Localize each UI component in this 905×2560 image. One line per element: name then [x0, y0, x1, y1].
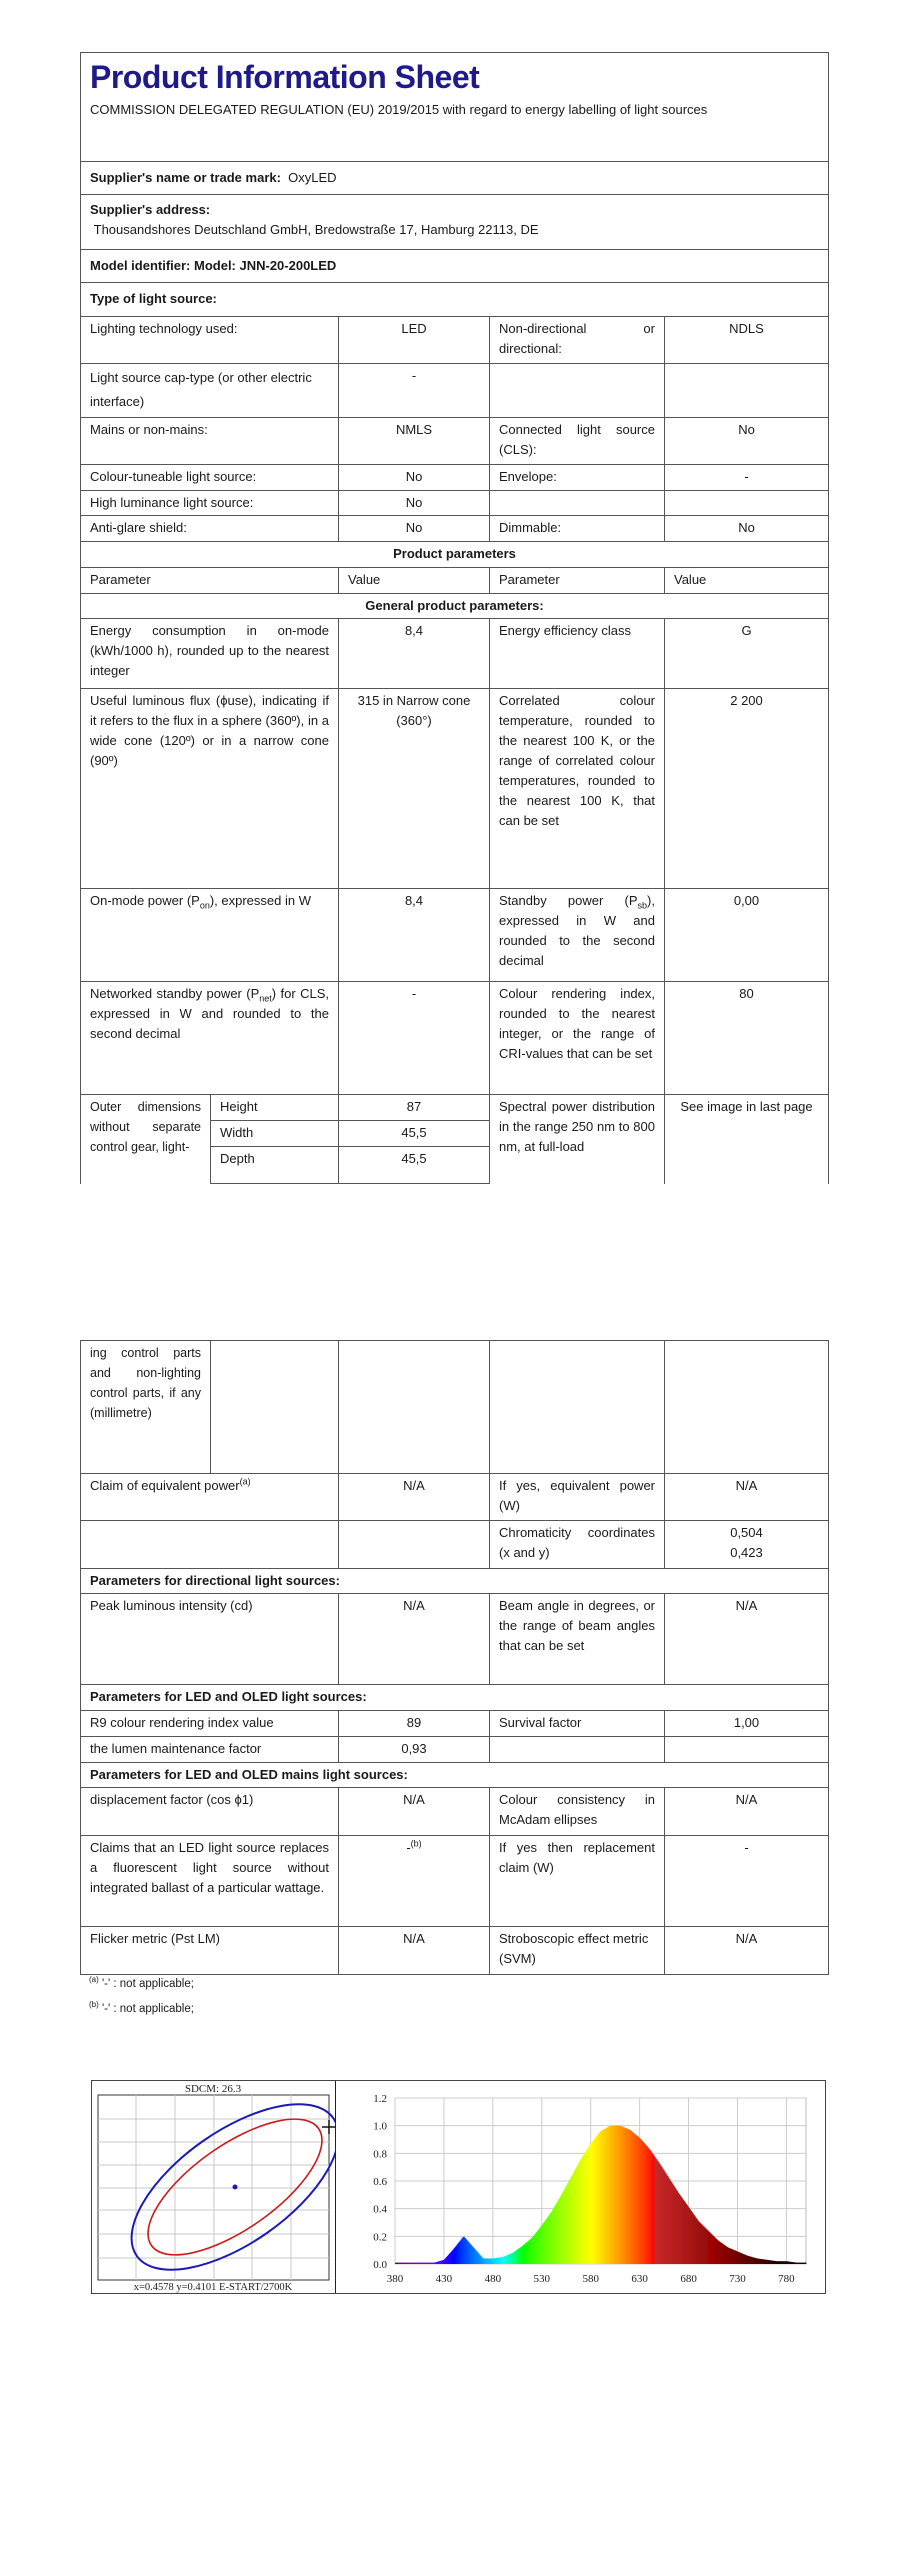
empty-cell — [665, 1737, 829, 1763]
type-row — [81, 317, 829, 364]
param-value — [665, 1521, 829, 1569]
x-tick-labels — [387, 2273, 795, 2285]
param-label: Correlated colour temperature, rounded to the nearest 100 K, or the range of correlated colour temperatures, rounded to the nearest 100 K, that can be set — [490, 689, 665, 889]
param-label: the lumen maintenance factor — [81, 1737, 339, 1763]
model-identifier: Model identifier: Model: JNN-20-200LED — [81, 250, 829, 283]
param-value: 8,4 — [339, 619, 490, 689]
product-sheet-table-page-1 — [80, 52, 829, 1184]
param-value: 8,4 — [339, 889, 490, 982]
dimension-value: 45,5 — [339, 1121, 490, 1147]
dimension-label: Height — [211, 1095, 339, 1121]
param-value: NDLS — [665, 317, 829, 364]
y-tick-label: 0.0 — [373, 2259, 387, 2271]
param-label: If yes then replacement claim (W) — [490, 1836, 665, 1927]
param-label: If yes, equivalent power (W) — [490, 1474, 665, 1521]
sdcm-label: SDCM: 26.3 — [184, 2083, 242, 2095]
col-header-value: Value — [665, 568, 829, 594]
dimension-value: 45,5 — [339, 1147, 490, 1184]
empty-cell — [339, 1341, 490, 1474]
footnote-mark: (b) — [89, 2000, 99, 2010]
param-label: Beam angle in degrees, or the range of beam angles that can be set — [490, 1594, 665, 1685]
footnote-text: '-' : not applicable; — [101, 2003, 194, 2015]
param-label: Colour consistency in McAdam ellipses — [490, 1788, 665, 1836]
param-row — [81, 1927, 829, 1975]
measured-point — [233, 2185, 238, 2190]
label-text: ), expressed in W — [209, 893, 311, 908]
value-text: - — [406, 1840, 411, 1855]
param-label: Chromaticity coordinates (x and y) — [490, 1521, 665, 1569]
empty-cell — [490, 1737, 665, 1763]
param-value: N/A — [665, 1474, 829, 1521]
supplier-name-row — [81, 162, 829, 195]
param-value — [665, 491, 829, 516]
col-header-parameter: Parameter — [490, 568, 665, 594]
header-row — [81, 53, 829, 162]
label-text: Networked standby power (P — [90, 986, 260, 1001]
general-heading-row — [81, 594, 829, 619]
param-label — [490, 364, 665, 418]
x-tick-label: 580 — [582, 2273, 599, 2285]
type-row — [81, 516, 829, 542]
y-tick-label: 0.4 — [373, 2203, 387, 2216]
led-mains-heading-row — [81, 1763, 829, 1788]
dimension-label: Width — [211, 1121, 339, 1147]
param-label — [490, 491, 665, 516]
param-value: LED — [339, 317, 490, 364]
param-row — [81, 1737, 829, 1763]
param-value: N/A — [339, 1474, 490, 1521]
param-row — [81, 889, 829, 982]
param-label: Spectral power distribution in the range 250 nm to 800 nm, at full-load — [490, 1095, 665, 1184]
model-identifier-row — [81, 250, 829, 283]
param-label: Energy efficiency class — [490, 619, 665, 689]
param-label: Useful luminous flux (ϕuse), indicating if it refers to the flux in a sphere (360º), in a wide cone (120º) or in a narrow cone (90º) — [81, 689, 339, 889]
y-tick-labels — [373, 2093, 387, 2271]
spectrum-bar — [805, 2263, 806, 2264]
type-row — [81, 418, 829, 465]
supplier-name-value: OxyLED — [288, 170, 337, 185]
param-value: - — [339, 982, 490, 1095]
param-label: Flicker metric (Pst LM) — [81, 1927, 339, 1975]
chromaticity-caption: x=0.4578 y=0.4101 E-START/2700K — [133, 2282, 293, 2293]
empty-cell — [665, 1341, 829, 1474]
spectral-distribution-chart — [335, 2081, 825, 2293]
dimensions-label: Outer dimensions without separate control gear, light- — [81, 1095, 211, 1184]
param-value: 2 200 — [665, 689, 829, 889]
product-params-heading: Product parameters — [81, 542, 829, 568]
label-text: ), expressed in W and rounded to the second decimal — [499, 893, 655, 968]
param-row — [81, 1594, 829, 1685]
type-heading: Type of light source: — [81, 283, 829, 317]
param-label: Envelope: — [490, 465, 665, 491]
param-label: Colour-tuneable light source: — [81, 465, 339, 491]
param-value — [339, 1836, 490, 1927]
supplier-address-row — [81, 195, 829, 250]
label-text: On-mode power (P — [90, 893, 200, 908]
param-row — [81, 1836, 829, 1927]
type-row — [81, 491, 829, 516]
x-tick-label: 480 — [484, 2273, 502, 2285]
dimensions-continuation-row — [81, 1341, 829, 1474]
param-value: N/A — [665, 1927, 829, 1975]
param-value: N/A — [339, 1594, 490, 1685]
regulation-text: COMMISSION DELEGATED REGULATION (EU) 2019/2015 with regard to energy labelling of light sources — [90, 102, 708, 117]
footnote-mark: (b) — [410, 1838, 422, 1849]
x-tick-label: 730 — [729, 2273, 746, 2285]
empty-cell — [211, 1341, 339, 1474]
param-value: No — [339, 491, 490, 516]
column-header-row — [81, 568, 829, 594]
param-value: No — [665, 418, 829, 465]
param-row — [81, 619, 829, 689]
param-value: 0,93 — [339, 1737, 490, 1763]
y-tick-label: 1.2 — [373, 2093, 387, 2105]
measurement-charts — [91, 2080, 826, 2294]
param-value: - — [665, 1836, 829, 1927]
param-value: N/A — [665, 1788, 829, 1836]
y-tick-label: 0.6 — [373, 2176, 387, 2188]
dimension-label: Depth — [211, 1147, 339, 1184]
x-tick-label: 380 — [386, 2273, 404, 2285]
col-header-parameter: Parameter — [81, 568, 339, 594]
y-tick-label: 1.0 — [373, 2120, 387, 2133]
param-value: N/A — [339, 1927, 490, 1975]
led-mains-heading: Parameters for LED and OLED mains light sources: — [81, 1763, 829, 1788]
param-label — [81, 982, 339, 1095]
param-value: NMLS — [339, 418, 490, 465]
type-row — [81, 465, 829, 491]
label-text: Standby power (P — [499, 893, 638, 908]
product-params-heading-row — [81, 542, 829, 568]
param-label: Claims that an LED light source replaces a fluorescent light source without integrated ballast of a particular wattage. — [81, 1836, 339, 1927]
param-label: R9 colour rendering index value — [81, 1711, 339, 1737]
param-row — [81, 1788, 829, 1836]
param-label: Dimmable: — [490, 516, 665, 542]
chromaticity-x: 0,504 — [730, 1525, 763, 1540]
label-text: ) for CLS, expressed in W and rounded to the second decimal — [90, 986, 329, 1041]
subscript: net — [259, 993, 272, 1004]
param-value: - — [665, 465, 829, 491]
directional-heading-row — [81, 1569, 829, 1594]
param-value: 0,00 — [665, 889, 829, 982]
header-cell — [81, 53, 829, 162]
directional-heading: Parameters for directional light sources: — [81, 1569, 829, 1594]
param-label: High luminance light source: — [81, 491, 339, 516]
param-value: G — [665, 619, 829, 689]
param-value: 1,00 — [665, 1711, 829, 1737]
type-row — [81, 364, 829, 418]
param-label: Mains or non-mains: — [81, 418, 339, 465]
param-label — [81, 889, 339, 982]
empty-cell — [339, 1521, 490, 1569]
param-row — [81, 1711, 829, 1737]
param-value: See image in last page — [665, 1095, 829, 1184]
param-label: Peak luminous intensity (cd) — [81, 1594, 339, 1685]
footnote-b — [89, 2000, 194, 2015]
label-text: Claim of equivalent power — [90, 1478, 240, 1493]
type-heading-row — [81, 283, 829, 317]
param-value: 80 — [665, 982, 829, 1095]
dimension-value: 87 — [339, 1095, 490, 1121]
general-heading: General product parameters: — [81, 594, 829, 619]
param-label: Light source cap-type (or other electric interface) — [81, 364, 339, 418]
x-tick-label: 780 — [778, 2273, 795, 2285]
x-tick-label: 530 — [533, 2273, 551, 2285]
param-row — [81, 982, 829, 1095]
param-label: Lighting technology used: — [81, 317, 339, 364]
param-label: Connected light source (CLS): — [490, 418, 665, 465]
param-label: Survival factor — [490, 1711, 665, 1737]
param-value: - — [339, 364, 490, 418]
param-value: No — [339, 465, 490, 491]
param-label: Non-directional or directional: — [490, 317, 665, 364]
param-label: Anti-glare shield: — [81, 516, 339, 542]
led-heading: Parameters for LED and OLED light sources: — [81, 1685, 829, 1711]
chromaticity-y: 0,423 — [730, 1545, 763, 1560]
y-tick-label: 0.8 — [373, 2148, 387, 2161]
param-label: displacement factor (cos ϕ1) — [81, 1788, 339, 1836]
col-header-value: Value — [339, 568, 490, 594]
dimension-row-height — [81, 1095, 829, 1121]
footnote-a — [89, 1975, 194, 1990]
footnote-mark: (a) — [89, 1975, 99, 1985]
param-label — [490, 889, 665, 982]
empty-cell — [490, 1341, 665, 1474]
supplier-name-label: Supplier's name or trade mark: — [90, 170, 281, 185]
empty-cell — [81, 1521, 339, 1569]
param-value: 89 — [339, 1711, 490, 1737]
footnote-mark: (a) — [239, 1476, 251, 1487]
supplier-address-value: Thousandshores Deutschland GmbH, Bredowstraße 17, Hamburg 22113, DE — [93, 222, 539, 237]
param-value: No — [665, 516, 829, 542]
param-row — [81, 1474, 829, 1521]
param-value: N/A — [339, 1788, 490, 1836]
product-sheet-table-page-2 — [80, 1340, 829, 1975]
y-tick-label: 0.2 — [373, 2231, 387, 2244]
x-tick-label: 630 — [631, 2273, 648, 2285]
param-label — [81, 1474, 339, 1521]
param-value: 315 in Narrow cone (360°) — [339, 689, 490, 889]
dimensions-label-continued: ing control parts and non-lighting control parts, if any (millimetre) — [81, 1341, 211, 1474]
x-tick-label: 680 — [680, 2273, 697, 2285]
param-value: N/A — [665, 1594, 829, 1685]
subscript: on — [199, 900, 210, 911]
supplier-address-label: Supplier's address: — [90, 202, 211, 217]
param-row — [81, 689, 829, 889]
param-label: Energy consumption in on-mode (kWh/1000 h), rounded up to the nearest integer — [81, 619, 339, 689]
param-value: No — [339, 516, 490, 542]
page-title: Product Information Sheet — [90, 59, 480, 95]
param-label: Stroboscopic effect metric (SVM) — [490, 1927, 665, 1975]
param-label: Colour rendering index, rounded to the nearest integer, or the range of CRI-values that can be set — [490, 982, 665, 1095]
subscript: sb — [637, 900, 648, 911]
param-row — [81, 1521, 829, 1569]
x-tick-label: 430 — [435, 2273, 453, 2285]
led-heading-row — [81, 1685, 829, 1711]
param-value — [665, 364, 829, 418]
macadam-ellipse-chart — [92, 2081, 335, 2293]
footnote-text: '-' : not applicable; — [101, 1978, 194, 1990]
